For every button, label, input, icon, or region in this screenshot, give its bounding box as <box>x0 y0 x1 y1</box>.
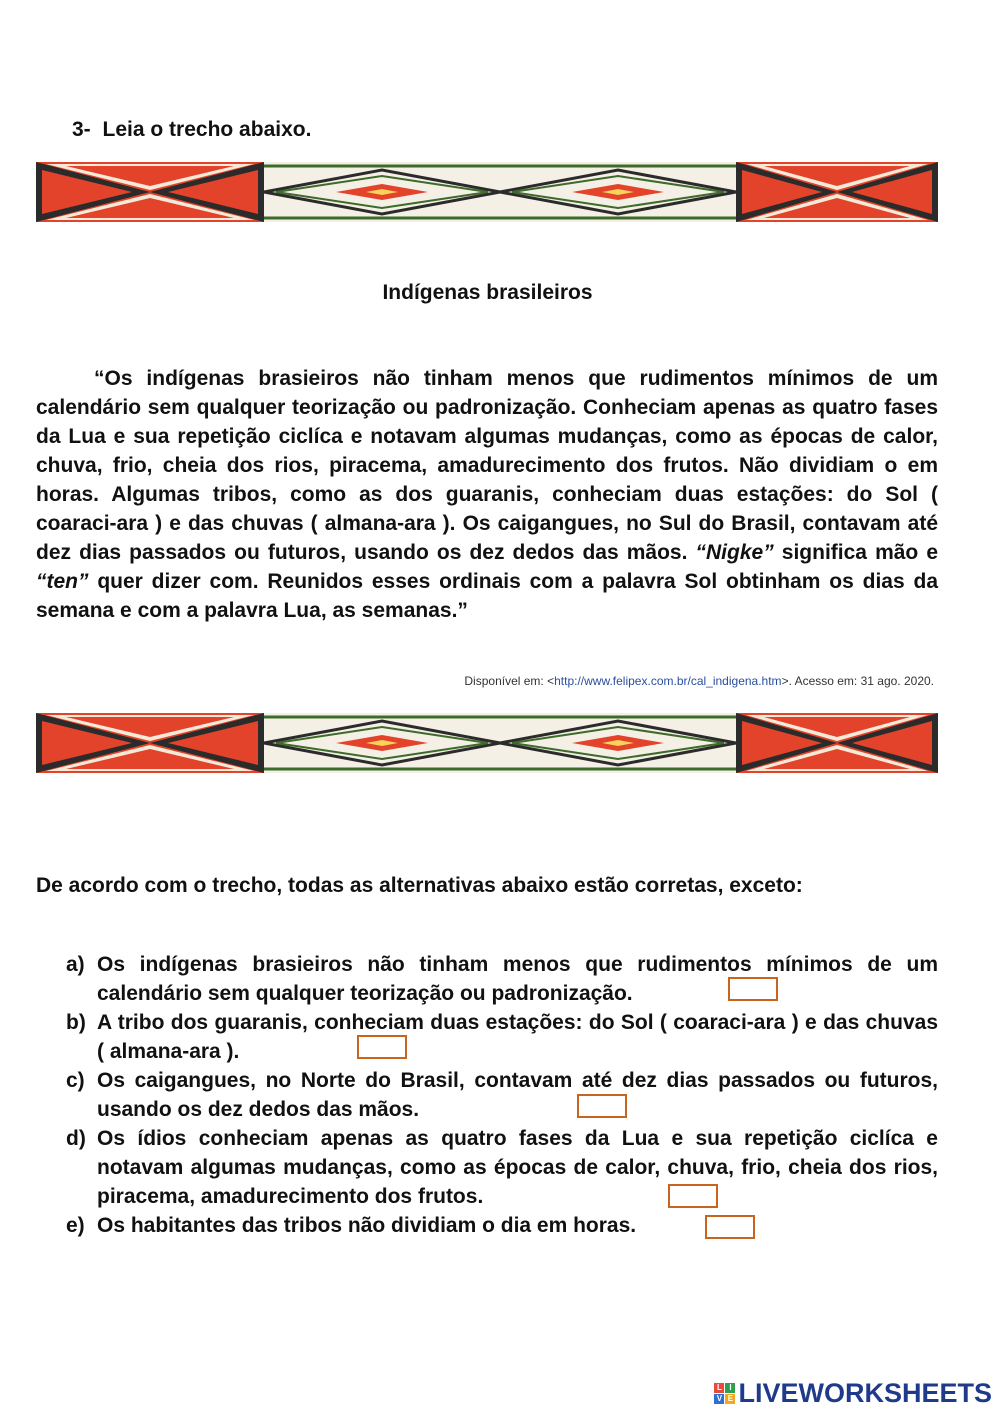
logo-letter: I <box>725 1383 735 1393</box>
passage-term-ten: “ten” <box>36 570 89 593</box>
answer-box-a[interactable] <box>728 977 778 1001</box>
source-prefix: Disponível em: < <box>464 674 555 688</box>
options-list <box>66 950 938 1240</box>
answer-box-e[interactable] <box>705 1215 755 1239</box>
source-citation <box>464 674 934 688</box>
option-a <box>66 950 938 1008</box>
option-letter: d) <box>66 1127 86 1150</box>
option-letter: e) <box>66 1214 85 1237</box>
option-text: A tribo dos guaranis, conheciam duas estações: do Sol ( coaraci-ara ) e das chuvas ( almana-ara ). <box>97 1011 938 1063</box>
option-b <box>66 1008 938 1066</box>
passage-text <box>36 364 938 625</box>
logo-letter: E <box>725 1394 735 1404</box>
question-number: 3- <box>72 118 91 141</box>
passage-part-2: significa mão e <box>781 541 939 564</box>
liveworksheets-logo-icon <box>714 1383 735 1404</box>
logo-letter: V <box>714 1394 724 1404</box>
question-prompt: De acordo com o trecho, todas as alternativas abaixo estão corretas, exceto: <box>36 874 803 897</box>
decorative-banner-bottom <box>36 713 938 773</box>
indigenous-pattern-image <box>36 162 938 222</box>
option-text: Os ídios conheciam apenas as quatro fases da Lua e sua repetição ciclíca e notavam algumas mudanças, como as épocas de calor, chuva, frio, cheia dos rios, piracema, amadurecimento dos frutos. <box>97 1127 938 1208</box>
brand-name: LIVEWORKSHEETS <box>738 1378 992 1408</box>
option-c <box>66 1066 938 1124</box>
question-instruction: Leia o trecho abaixo. <box>102 118 312 141</box>
source-url: http://www.felipex.com.br/cal_indigena.htm <box>554 674 782 688</box>
option-letter: c) <box>66 1069 85 1092</box>
option-text: Os indígenas brasieiros não tinham menos que rudimentos mínimos de um calendário sem qualquer teorização ou padronização. <box>97 953 938 1005</box>
indigenous-pattern-image <box>36 713 938 773</box>
logo-letter: L <box>714 1383 724 1393</box>
option-text: Os caigangues, no Norte do Brasil, contavam até dez dias passados ou futuros, usando os dez dedos das mãos. <box>97 1069 938 1121</box>
answer-box-d[interactable] <box>668 1184 718 1208</box>
passage-part-3: quer dizer com. Reunidos esses ordinais com a palavra Sol obtinham os dias da semana e com a palavra Lua, as semanas.” <box>36 570 939 622</box>
decorative-banner-top <box>36 162 938 222</box>
option-letter: a) <box>66 953 85 976</box>
passage-term-nigke: “Nigke” <box>695 541 774 564</box>
source-suffix: >. Acesso em: 31 ago. 2020. <box>781 674 934 688</box>
passage-part-1: “Os indígenas brasieiros não tinham menos que rudimentos mínimos de um calendário sem qualquer teorização ou padronização. Conheciam apenas as quatro fases da Lua e sua repetição ciclíca e notavam algumas mudanças, como as épocas de calor, chuva, frio, cheia dos rios, piracema, amadurecimento dos frutos. Não dividiam o em horas. Algumas tribos, como as dos guaranis, conheciam duas estações: do Sol ( coaraci-ara ) e das chuvas ( almana-ara ). Os caigangues, no Sul do Brasil, contavam até dez dias passados ou futuros, usando os dez dedos das mãos. <box>36 367 938 564</box>
option-d <box>66 1124 938 1211</box>
answer-box-b[interactable] <box>357 1035 407 1059</box>
option-e <box>66 1211 938 1240</box>
option-text: Os habitantes das tribos não dividiam o dia em horas. <box>97 1214 637 1237</box>
option-letter: b) <box>66 1011 86 1034</box>
liveworksheets-brand <box>714 1378 992 1409</box>
text-title: Indígenas brasileiros <box>382 281 593 304</box>
question-heading <box>72 118 311 142</box>
answer-box-c[interactable] <box>577 1094 627 1118</box>
